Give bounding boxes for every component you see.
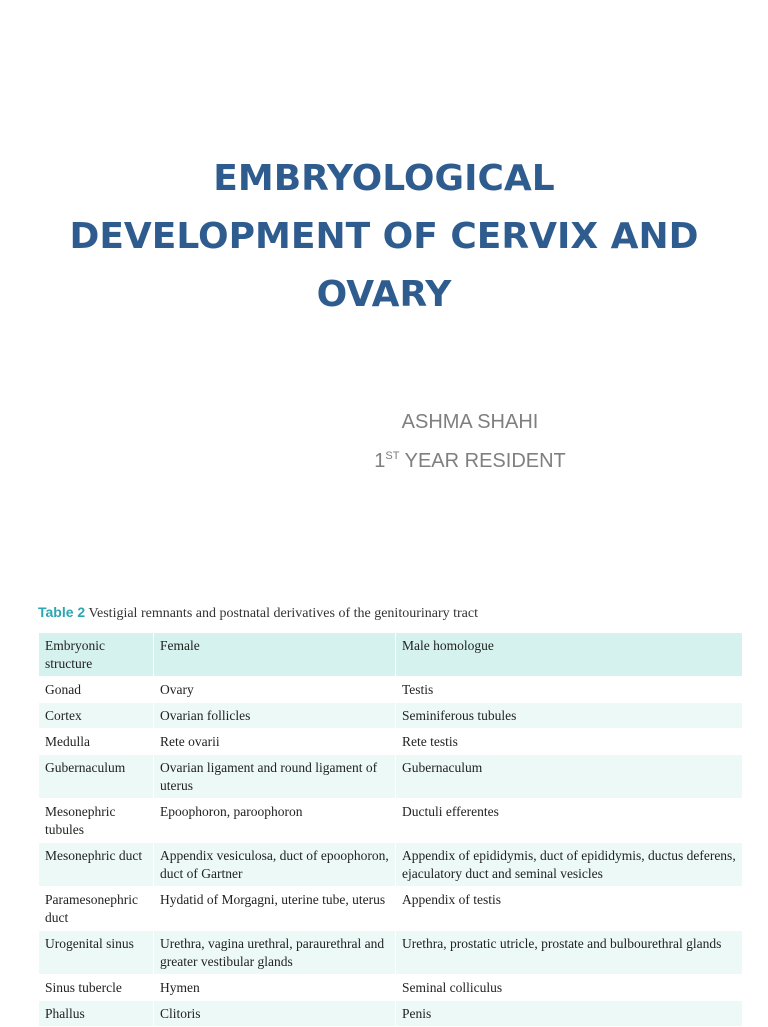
table-row: [39, 799, 743, 843]
table-cell: Medulla: [39, 729, 154, 755]
table-cell: Testis: [396, 677, 743, 703]
table-caption: [38, 604, 738, 622]
table-row: [39, 975, 743, 1001]
table-caption-label: Table 2: [38, 604, 86, 620]
table-row: [39, 703, 743, 729]
table-cell: Gonad: [39, 677, 154, 703]
table-caption-text: Vestigial remnants and postnatal derivatives of the genitourinary tract: [88, 606, 478, 621]
role-text: YEAR RESIDENT: [399, 450, 566, 472]
slide-title: [40, 150, 728, 324]
table-cell: Rete ovarii: [154, 729, 396, 755]
title-line: EMBRYOLOGICAL: [213, 158, 555, 199]
table-row: [39, 931, 743, 975]
table-row: [39, 887, 743, 931]
table-row: [39, 843, 743, 887]
table-cell: Hydatid of Morgagni, uterine tube, uterus: [154, 887, 396, 931]
table-header-row: [39, 633, 743, 677]
table-cell: Appendix vesiculosa, duct of epoophoron, duct of Gartner: [154, 843, 396, 887]
table-cell: Seminiferous tubules: [396, 703, 743, 729]
table-cell: Cortex: [39, 703, 154, 729]
table-row: [39, 677, 743, 703]
table-cell: Ovarian ligament and round ligament of uterus: [154, 755, 396, 799]
table-header-cell: Female: [154, 633, 396, 677]
table-header-cell: Male homologue: [396, 633, 743, 677]
table-cell: Penis: [396, 1001, 743, 1027]
table-cell: Urogenital sinus: [39, 931, 154, 975]
vestigial-remnants-table: [38, 632, 743, 1027]
table-cell: Urethra, prostatic utricle, prostate and bulbourethral glands: [396, 931, 743, 975]
table-row: [39, 729, 743, 755]
table-header-cell: Embryonic structure: [39, 633, 154, 677]
table-cell: Ductuli efferentes: [396, 799, 743, 843]
table-cell: Phallus: [39, 1001, 154, 1027]
table-cell: Rete testis: [396, 729, 743, 755]
table-cell: Gubernaculum: [39, 755, 154, 799]
table-cell: Ovary: [154, 677, 396, 703]
table-cell: Gubernaculum: [396, 755, 743, 799]
table-cell: Appendix of epididymis, duct of epididymis, ductus deferens, ejaculatory duct and seminal vesicles: [396, 843, 743, 887]
table-cell: Appendix of testis: [396, 887, 743, 931]
title-line: DEVELOPMENT OF CERVIX AND: [69, 216, 699, 257]
author-block: [300, 405, 640, 478]
table-cell: Mesonephric tubules: [39, 799, 154, 843]
table-cell: Paramesonephric duct: [39, 887, 154, 931]
table-row: [39, 755, 743, 799]
table-row: [39, 1001, 743, 1027]
table-cell: Sinus tubercle: [39, 975, 154, 1001]
author-name: ASHMA SHAHI: [401, 411, 539, 433]
role-number: 1: [374, 450, 386, 472]
role-superscript: ST: [385, 450, 400, 462]
table-cell: Mesonephric duct: [39, 843, 154, 887]
table-cell: Clitoris: [154, 1001, 396, 1027]
title-line: OVARY: [316, 274, 452, 315]
table-cell: Urethra, vagina urethral, paraurethral and greater vestibular glands: [154, 931, 396, 975]
table-cell: Hymen: [154, 975, 396, 1001]
author-role: [300, 439, 640, 478]
table-cell: Epoophoron, paroophoron: [154, 799, 396, 843]
table-cell: Ovarian follicles: [154, 703, 396, 729]
table-cell: Seminal colliculus: [396, 975, 743, 1001]
